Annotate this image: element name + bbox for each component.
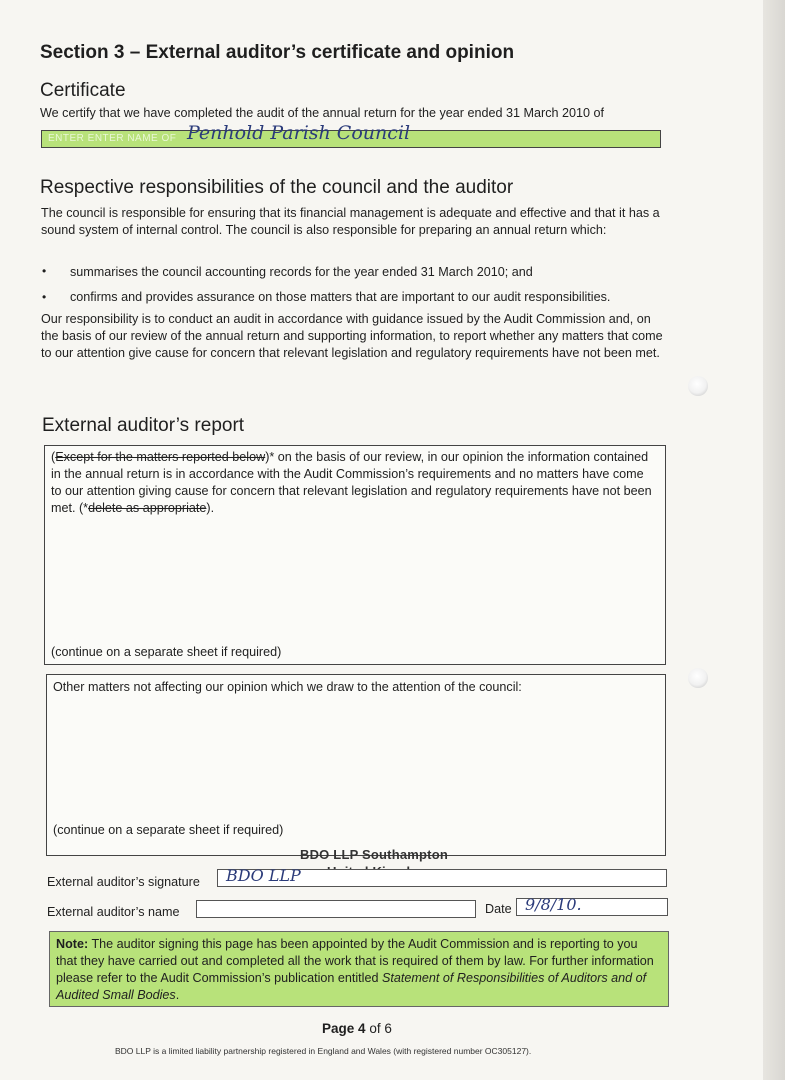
punch-hole xyxy=(688,376,708,396)
report-opinion xyxy=(51,449,656,517)
bullet-dot: • xyxy=(42,264,47,278)
handwritten-signature: BDO LLP xyxy=(226,866,301,885)
field-placeholder: ENTER ENTER NAME OF xyxy=(48,133,177,144)
responsibilities-heading: Respective responsibilities of the council and the auditor xyxy=(40,177,514,198)
report-opinion-end: ). xyxy=(206,501,215,515)
report-opinion-text: )* on the basis of our review, in our opinion the information contained in the annual return is in accordance with the Audit Commission’s requirements and no matters have come to our attention giving cause for concern that relevant legislation and regulatory requirements have not been met. (* xyxy=(51,450,652,515)
report-open-paren: ( xyxy=(51,450,56,464)
bullet-2: confirms and provides assurance on those matters that are important to our audit responsibilities. xyxy=(70,290,611,304)
note-text xyxy=(56,936,656,1004)
council-name-field[interactable] xyxy=(41,122,661,148)
note-end: . xyxy=(175,988,180,1002)
note-box xyxy=(49,931,669,1007)
note-body: The auditor signing this page has been appointed by the Audit Commission and is reporting to you that they have carried out and completed all the work that is required of them by law. For further information please refer to the Audit Commission’s publication entitled xyxy=(56,937,654,985)
handwritten-council-name: Penhold Parish Council xyxy=(187,122,411,144)
section-title: Section 3 – External auditor’s certificate and opinion xyxy=(40,42,515,63)
page-prefix: Page xyxy=(322,1021,355,1036)
page-of: of 6 xyxy=(369,1021,392,1036)
certificate-text: We certify that we have completed the audit of the annual return for the year ended 31 March 2010 of xyxy=(40,106,605,120)
bdo-stamp-line1: BDO LLP Southampton xyxy=(300,847,448,862)
report-continue-note: (continue on a separate sheet if required) xyxy=(51,645,282,659)
date-field[interactable] xyxy=(516,895,668,916)
bullet-1: summarises the council accounting records for the year ended 31 March 2010; and xyxy=(70,265,533,279)
auditor-report-box[interactable] xyxy=(44,445,666,665)
note-italic: Statement of Responsibilities of Auditors and of Audited Small Bodies xyxy=(56,971,647,1002)
responsibilities-para2: Our responsibility is to conduct an audit in accordance with guidance issued by the Audit Commission and, on the basis of our review of the annual return and supporting information, to report whether any matters that come to our attention give cause for concern that relevant legislation and regulatory requirements have not been met. xyxy=(41,312,663,360)
auditor-name-field[interactable] xyxy=(196,900,476,918)
footer-stamp: BDO LLP is a limited liability partnership registered in England and Wales (with registered number OC305127). xyxy=(115,1046,532,1056)
punch-hole xyxy=(688,668,708,688)
other-matters-text: Other matters not affecting our opinion which we draw to the attention of the council: xyxy=(53,680,522,694)
signature-label: External auditor’s signature xyxy=(47,875,200,889)
name-label: External auditor’s name xyxy=(47,905,180,919)
other-matters-continue-note: (continue on a separate sheet if required) xyxy=(53,823,284,837)
other-matters-box[interactable] xyxy=(46,674,666,856)
date-label: Date xyxy=(485,902,512,916)
struck-except-text: Except for the matters reported below xyxy=(55,450,266,464)
responsibilities-para1: The council is responsible for ensuring that its financial management is adequate and effective and that it has a sound system of internal control. The council is also responsible for preparing an annual return which: xyxy=(41,206,660,237)
page-num: 4 xyxy=(358,1021,366,1036)
page-edge xyxy=(763,0,785,1080)
report-heading: External auditor’s report xyxy=(42,415,245,436)
certificate-heading: Certificate xyxy=(40,80,126,101)
signature-field[interactable] xyxy=(217,866,667,887)
note-bold: Note: xyxy=(56,937,89,951)
struck-delete-text: delete as appropriate xyxy=(88,501,207,515)
handwritten-date: 9/8/10. xyxy=(525,895,582,914)
page-number xyxy=(322,1021,392,1036)
bullet-dot: • xyxy=(42,290,47,304)
